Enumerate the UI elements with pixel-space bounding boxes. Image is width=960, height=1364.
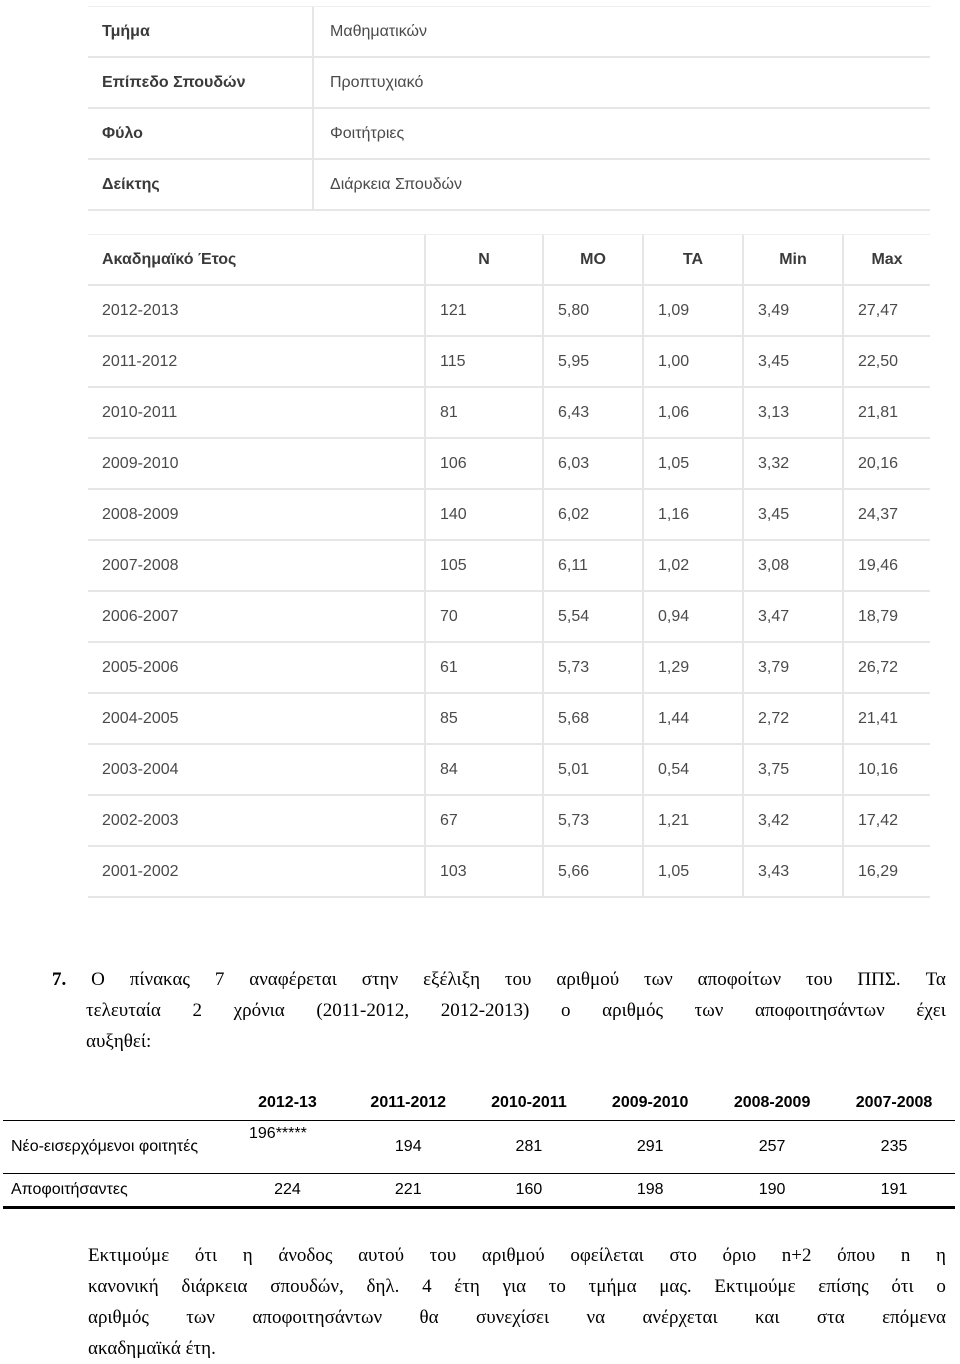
- graduates-header-cell: 2010-2011: [469, 1086, 590, 1121]
- info-value: Μαθηματικών: [330, 22, 428, 40]
- word: θα: [419, 1307, 439, 1328]
- word: 7: [214, 969, 225, 990]
- stats-cell: 20,16: [858, 454, 899, 472]
- graduates-value: 160: [469, 1174, 590, 1208]
- new-students-value: 235: [880, 1138, 908, 1155]
- graduates-value: 224: [227, 1174, 348, 1208]
- word: 4: [422, 1276, 432, 1297]
- word: στα: [816, 1307, 845, 1328]
- stats-cell: 121: [426, 286, 544, 335]
- word: n: [900, 1245, 911, 1266]
- graduates-header-cell: 2007-2008: [833, 1086, 955, 1121]
- stats-cell: 103: [426, 847, 544, 896]
- stats-cell: 67: [426, 796, 544, 845]
- graduates-row: [3, 1174, 955, 1208]
- stats-cell: 5,54: [544, 592, 644, 641]
- stats-cell: 2001-2002: [88, 847, 426, 896]
- info-key: Τμήμα: [88, 7, 314, 56]
- stats-row: [88, 439, 930, 490]
- stats-cell: 27,47: [858, 301, 899, 319]
- info-row-gender: [88, 109, 930, 160]
- word: Εκτιμούμε: [88, 1245, 170, 1266]
- word: 2: [192, 1000, 203, 1021]
- stats-cell: 70: [426, 592, 544, 641]
- stats-cell: 10,16: [858, 760, 899, 778]
- stats-row: [88, 337, 930, 388]
- word: χρόνια: [233, 1000, 285, 1021]
- stats-row: [88, 541, 930, 592]
- stats-cell: 3,75: [744, 745, 844, 794]
- graduates-value: 191: [833, 1174, 955, 1208]
- stats-cell: 106: [426, 439, 544, 488]
- new-students-row: [3, 1121, 955, 1174]
- stats-cell: 1,44: [644, 694, 744, 743]
- stats-header-min: Min: [744, 235, 844, 284]
- word: πίνακας: [129, 969, 190, 990]
- word: αποφοιτησάντων: [755, 1000, 885, 1021]
- stats-cell: 1,16: [644, 490, 744, 539]
- graduates-header-row: [3, 1086, 955, 1121]
- graduates-header-empty: [3, 1086, 227, 1121]
- stats-cell: 6,03: [544, 439, 644, 488]
- info-key: Επίπεδο Σπουδών: [88, 58, 314, 107]
- word: έτη: [454, 1276, 480, 1297]
- graduates-header-cell: 2008-2009: [711, 1086, 833, 1121]
- stats-row: [88, 388, 930, 439]
- new-students-value: 194: [394, 1138, 422, 1155]
- word: ο: [936, 1276, 946, 1297]
- stats-cell: 6,43: [544, 388, 644, 437]
- graduates-header-cell: 2012-13: [227, 1086, 348, 1121]
- graduates-label: Αποφοιτήσαντες: [3, 1174, 227, 1208]
- stats-header-n: N: [426, 235, 544, 284]
- stats-cell: 19,46: [858, 556, 899, 574]
- info-row-department: [88, 6, 930, 58]
- stats-cell: 1,05: [644, 439, 744, 488]
- stats-header-mo: MO: [544, 235, 644, 284]
- word: η: [936, 1245, 946, 1266]
- stats-cell: 6,11: [544, 541, 644, 590]
- stats-cell: 2006-2007: [88, 592, 426, 641]
- closing-paragraph: [88, 1240, 946, 1364]
- word: Τα: [925, 969, 946, 990]
- word: του: [805, 969, 833, 990]
- word: έχει: [916, 1000, 946, 1021]
- word: αριθμού: [556, 969, 620, 990]
- stats-cell: 5,66: [544, 847, 644, 896]
- word: n+2: [781, 1245, 812, 1266]
- stats-cell: 2009-2010: [88, 439, 426, 488]
- word: για: [502, 1276, 527, 1297]
- stats-cell: 2012-2013: [88, 286, 426, 335]
- word: τελευταία: [86, 1000, 161, 1021]
- stats-cell: 24,37: [858, 505, 899, 523]
- stats-cell: 1,29: [644, 643, 744, 692]
- graduates-value: 221: [348, 1174, 469, 1208]
- new-students-value: 291: [636, 1138, 664, 1155]
- stats-cell: 3,32: [744, 439, 844, 488]
- stats-cell: 5,73: [544, 796, 644, 845]
- stats-cell: 22,50: [858, 352, 899, 370]
- stats-cell: 1,05: [644, 847, 744, 896]
- stats-cell: 3,42: [744, 796, 844, 845]
- word: όριο: [722, 1245, 757, 1266]
- word: οφείλεται: [570, 1245, 644, 1266]
- closing-line-2: [88, 1271, 946, 1302]
- word: (2011-2012,: [316, 1000, 410, 1021]
- stats-cell: 2007-2008: [88, 541, 426, 590]
- word: Εκτιμούμε: [714, 1276, 796, 1297]
- word: του: [504, 969, 532, 990]
- stats-cell: 3,47: [744, 592, 844, 641]
- stats-cell: 16,29: [858, 862, 899, 880]
- stats-cell: 2011-2012: [88, 337, 426, 386]
- stats-cell: 1,09: [644, 286, 744, 335]
- stats-header-year: Ακαδημαϊκό Έτος: [88, 235, 426, 284]
- stats-row: [88, 490, 930, 541]
- stats-cell: 3,08: [744, 541, 844, 590]
- graduates-value: 198: [589, 1174, 711, 1208]
- word: στο: [669, 1245, 697, 1266]
- word: συνεχίσει: [476, 1307, 550, 1328]
- word: όπου: [837, 1245, 876, 1266]
- word: στην: [361, 969, 399, 990]
- stats-row: [88, 796, 930, 847]
- word: ότι: [194, 1245, 218, 1266]
- word: αναφέρεται: [249, 969, 337, 990]
- graduates-header-cell: 2011-2012: [348, 1086, 469, 1121]
- info-key: Δείκτης: [88, 160, 314, 209]
- word: και: [755, 1307, 780, 1328]
- stats-cell: 5,01: [544, 745, 644, 794]
- stats-cell: 2008-2009: [88, 490, 426, 539]
- stats-cell: 2003-2004: [88, 745, 426, 794]
- stats-cell: 3,49: [744, 286, 844, 335]
- stats-cell: 2005-2006: [88, 643, 426, 692]
- word: αριθμού: [481, 1245, 545, 1266]
- new-students-value: 196*****: [249, 1125, 307, 1142]
- word: ο: [561, 1000, 571, 1021]
- stats-row: [88, 847, 930, 898]
- info-table: [88, 6, 930, 211]
- info-row-indicator: [88, 160, 930, 211]
- word: ανέρχεται: [642, 1307, 718, 1328]
- stats-cell: 2010-2011: [88, 388, 426, 437]
- graduates-table: [3, 1086, 955, 1209]
- stats-cell: 81: [426, 388, 544, 437]
- stats-cell: 84: [426, 745, 544, 794]
- stats-cell: 5,95: [544, 337, 644, 386]
- word: να: [586, 1307, 606, 1328]
- stats-cell: 2004-2005: [88, 694, 426, 743]
- stats-cell: 21,41: [858, 709, 899, 727]
- stats-row: [88, 643, 930, 694]
- stats-cell: 3,43: [744, 847, 844, 896]
- section-7-line-2: [52, 995, 946, 1026]
- graduates-value: 190: [711, 1174, 833, 1208]
- word: τμήμα: [588, 1276, 637, 1297]
- stats-cell: 26,72: [858, 658, 899, 676]
- word: αριθμός: [602, 1000, 664, 1021]
- word: κανονική: [88, 1276, 159, 1297]
- stats-cell: 5,80: [544, 286, 644, 335]
- closing-line-3: [88, 1302, 946, 1333]
- stats-header-row: [88, 234, 930, 286]
- closing-line-1: [88, 1240, 946, 1271]
- stats-cell: 6,02: [544, 490, 644, 539]
- word: η: [242, 1245, 253, 1266]
- section-7-paragraph: [52, 964, 946, 1057]
- new-students-value: 281: [515, 1138, 543, 1155]
- stats-cell: 18,79: [858, 607, 899, 625]
- stats-cell: 115: [426, 337, 544, 386]
- stats-cell: 5,68: [544, 694, 644, 743]
- word: των: [186, 1307, 215, 1328]
- new-students-label: Νέο-εισερχόμενοι φοιτητές: [11, 1138, 199, 1155]
- info-value: Φοιτήτριες: [330, 124, 405, 142]
- word: διάρκεια: [181, 1276, 248, 1297]
- info-value: Διάρκεια Σπουδών: [330, 175, 462, 193]
- stats-cell: 140: [426, 490, 544, 539]
- stats-cell: 1,06: [644, 388, 744, 437]
- word: επίσης: [818, 1276, 869, 1297]
- stats-cell: 5,73: [544, 643, 644, 692]
- word: ότι: [891, 1276, 914, 1297]
- stats-cell: 105: [426, 541, 544, 590]
- stats-header-ta: TA: [644, 235, 744, 284]
- word: μας.: [659, 1276, 692, 1297]
- stats-cell: 3,13: [744, 388, 844, 437]
- word: των: [644, 969, 673, 990]
- info-row-level: [88, 58, 930, 109]
- word: ΠΠΣ.: [857, 969, 901, 990]
- word: αποφοιτησάντων: [252, 1307, 383, 1328]
- word: του: [429, 1245, 457, 1266]
- stats-cell: 2,72: [744, 694, 844, 743]
- stats-cell: 1,02: [644, 541, 744, 590]
- stats-cell: 17,42: [858, 811, 899, 829]
- section-number: 7.: [52, 969, 67, 990]
- stats-cell: 3,45: [744, 490, 844, 539]
- stats-header-max: Max: [871, 250, 903, 268]
- word: άνοδος: [278, 1245, 333, 1266]
- stats-cell: 61: [426, 643, 544, 692]
- graduates-header-cell: 2009-2010: [589, 1086, 711, 1121]
- word: των: [694, 1000, 724, 1021]
- word: Ο: [91, 969, 105, 990]
- info-key: Φύλο: [88, 109, 314, 158]
- section-7-line-1: [52, 964, 946, 995]
- word: δηλ.: [366, 1276, 400, 1297]
- word: το: [548, 1276, 566, 1297]
- new-students-value: 257: [758, 1138, 786, 1155]
- stats-cell: 21,81: [858, 403, 899, 421]
- word: αριθμός: [88, 1307, 149, 1328]
- word: επόμενα: [882, 1307, 946, 1328]
- stats-cell: 0,54: [644, 745, 744, 794]
- stats-row: [88, 592, 930, 643]
- word: 2012-2013): [440, 1000, 530, 1021]
- stats-cell: 3,45: [744, 337, 844, 386]
- word: αποφοίτων: [697, 969, 782, 990]
- stats-cell: 1,21: [644, 796, 744, 845]
- stats-row: [88, 286, 930, 337]
- section-7-line-3: αυξηθεί:: [86, 1031, 152, 1052]
- word: αυτού: [358, 1245, 404, 1266]
- word: εξέλιξη: [423, 969, 481, 990]
- info-value: Προπτυχιακό: [330, 73, 424, 91]
- stats-cell: 0,94: [644, 592, 744, 641]
- word: σπουδών,: [270, 1276, 344, 1297]
- closing-line-4: ακαδημαϊκά έτη.: [88, 1338, 216, 1359]
- stats-cell: 85: [426, 694, 544, 743]
- stats-row: [88, 745, 930, 796]
- stats-row: [88, 694, 930, 745]
- stats-table: [88, 234, 930, 898]
- stats-cell: 1,00: [644, 337, 744, 386]
- stats-cell: 2002-2003: [88, 796, 426, 845]
- stats-cell: 3,79: [744, 643, 844, 692]
